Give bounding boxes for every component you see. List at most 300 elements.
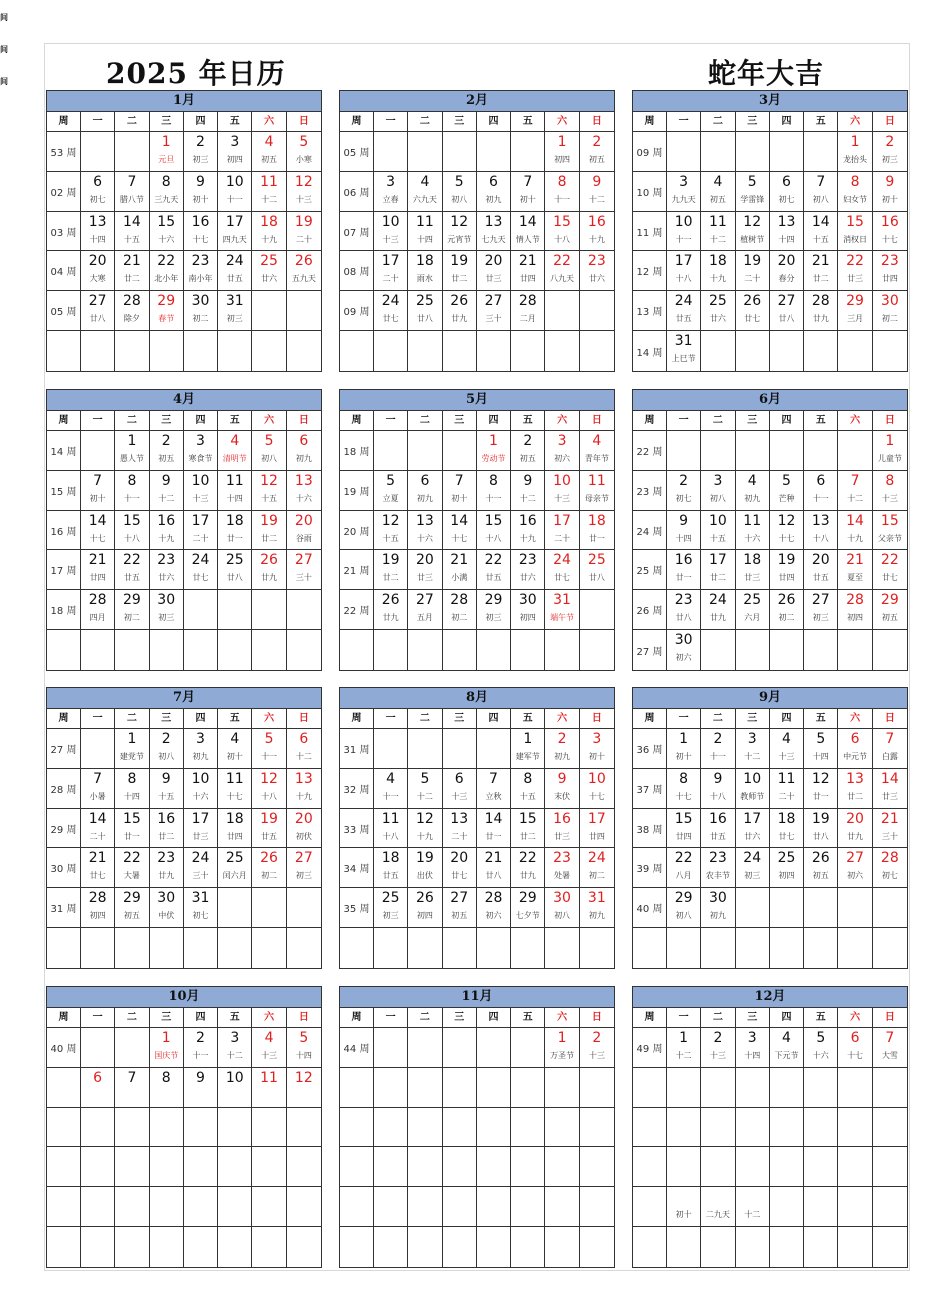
day-cell[interactable]	[736, 212, 770, 252]
day-cell[interactable]	[408, 251, 442, 291]
day-cell[interactable]	[374, 172, 408, 212]
day-cell[interactable]	[408, 172, 442, 212]
day-cell[interactable]	[477, 888, 511, 928]
day-cell[interactable]	[218, 888, 252, 928]
day-cell[interactable]	[511, 848, 545, 888]
day-cell[interactable]	[838, 769, 872, 809]
day-cell[interactable]	[408, 630, 442, 670]
day-cell[interactable]	[443, 928, 477, 968]
day-cell[interactable]	[184, 1068, 218, 1108]
day-cell[interactable]	[252, 550, 286, 590]
day-cell[interactable]	[545, 590, 579, 630]
day-cell[interactable]	[545, 132, 579, 172]
day-cell[interactable]	[443, 431, 477, 471]
day-cell[interactable]	[701, 1028, 735, 1068]
day-cell[interactable]	[150, 431, 184, 471]
day-cell[interactable]	[511, 471, 545, 511]
day-cell[interactable]	[804, 630, 838, 670]
day-cell[interactable]	[115, 590, 149, 630]
day-cell[interactable]	[184, 590, 218, 630]
day-cell[interactable]	[736, 809, 770, 849]
day-cell[interactable]	[81, 212, 115, 252]
day-cell[interactable]	[770, 1068, 804, 1108]
day-cell[interactable]	[374, 888, 408, 928]
day-cell[interactable]	[736, 331, 770, 371]
day-cell[interactable]	[184, 212, 218, 252]
day-cell[interactable]	[218, 848, 252, 888]
day-cell[interactable]	[736, 511, 770, 551]
day-cell[interactable]	[374, 1187, 408, 1227]
day-cell[interactable]	[511, 511, 545, 551]
day-cell[interactable]	[115, 769, 149, 809]
day-cell[interactable]	[443, 291, 477, 331]
day-cell[interactable]	[115, 331, 149, 371]
day-cell[interactable]	[838, 1227, 872, 1267]
day-cell[interactable]	[408, 1068, 442, 1108]
day-cell[interactable]	[580, 888, 614, 928]
day-cell[interactable]	[667, 590, 701, 630]
day-cell[interactable]	[511, 331, 545, 371]
day-cell[interactable]	[443, 212, 477, 252]
day-cell[interactable]	[580, 331, 614, 371]
day-cell[interactable]	[873, 1227, 907, 1267]
day-cell[interactable]	[804, 729, 838, 769]
day-cell[interactable]	[287, 809, 321, 849]
day-cell[interactable]	[374, 729, 408, 769]
day-cell[interactable]	[701, 809, 735, 849]
day-cell[interactable]	[511, 928, 545, 968]
day-cell[interactable]	[580, 1028, 614, 1068]
day-cell[interactable]	[873, 251, 907, 291]
day-cell[interactable]	[477, 550, 511, 590]
day-cell[interactable]	[804, 1068, 838, 1108]
day-cell[interactable]	[374, 431, 408, 471]
day-cell[interactable]	[701, 729, 735, 769]
day-cell[interactable]	[408, 471, 442, 511]
day-cell[interactable]	[115, 1187, 149, 1227]
day-cell[interactable]	[443, 590, 477, 630]
day-cell[interactable]	[287, 630, 321, 670]
day-cell[interactable]	[252, 251, 286, 291]
day-cell[interactable]	[150, 729, 184, 769]
day-cell[interactable]	[150, 251, 184, 291]
day-cell[interactable]	[804, 1147, 838, 1187]
day-cell[interactable]	[408, 1028, 442, 1068]
day-cell[interactable]	[838, 1147, 872, 1187]
day-cell[interactable]	[477, 769, 511, 809]
day-cell[interactable]	[184, 291, 218, 331]
day-cell[interactable]	[545, 630, 579, 670]
day-cell[interactable]	[408, 291, 442, 331]
day-cell[interactable]	[667, 1187, 701, 1227]
day-cell[interactable]	[770, 630, 804, 670]
day-cell[interactable]	[511, 251, 545, 291]
day-cell[interactable]	[770, 1028, 804, 1068]
day-cell[interactable]	[873, 590, 907, 630]
day-cell[interactable]	[736, 251, 770, 291]
day-cell[interactable]	[873, 172, 907, 212]
day-cell[interactable]	[838, 848, 872, 888]
day-cell[interactable]	[838, 212, 872, 252]
day-cell[interactable]	[81, 1187, 115, 1227]
day-cell[interactable]	[873, 471, 907, 511]
day-cell[interactable]	[804, 471, 838, 511]
day-cell[interactable]	[736, 1108, 770, 1148]
day-cell[interactable]	[580, 291, 614, 331]
day-cell[interactable]	[287, 132, 321, 172]
day-cell[interactable]	[443, 251, 477, 291]
day-cell[interactable]	[287, 1068, 321, 1108]
day-cell[interactable]	[477, 251, 511, 291]
day-cell[interactable]	[443, 809, 477, 849]
day-cell[interactable]	[804, 291, 838, 331]
day-cell[interactable]	[81, 1147, 115, 1187]
day-cell[interactable]	[252, 471, 286, 511]
day-cell[interactable]	[252, 590, 286, 630]
day-cell[interactable]	[150, 769, 184, 809]
day-cell[interactable]	[477, 431, 511, 471]
day-cell[interactable]	[838, 291, 872, 331]
day-cell[interactable]	[736, 550, 770, 590]
day-cell[interactable]	[184, 132, 218, 172]
day-cell[interactable]	[218, 809, 252, 849]
day-cell[interactable]	[736, 1147, 770, 1187]
day-cell[interactable]	[667, 550, 701, 590]
day-cell[interactable]	[701, 1068, 735, 1108]
day-cell[interactable]	[736, 291, 770, 331]
day-cell[interactable]	[218, 331, 252, 371]
day-cell[interactable]	[287, 331, 321, 371]
day-cell[interactable]	[736, 1028, 770, 1068]
day-cell[interactable]	[115, 630, 149, 670]
day-cell[interactable]	[115, 550, 149, 590]
day-cell[interactable]	[252, 1028, 286, 1068]
day-cell[interactable]	[374, 550, 408, 590]
day-cell[interactable]	[873, 431, 907, 471]
day-cell[interactable]	[115, 809, 149, 849]
day-cell[interactable]	[81, 172, 115, 212]
day-cell[interactable]	[408, 729, 442, 769]
day-cell[interactable]	[81, 630, 115, 670]
day-cell[interactable]	[804, 511, 838, 551]
day-cell[interactable]	[667, 729, 701, 769]
day-cell[interactable]	[115, 172, 149, 212]
day-cell[interactable]	[408, 1147, 442, 1187]
day-cell[interactable]	[580, 769, 614, 809]
day-cell[interactable]	[770, 172, 804, 212]
day-cell[interactable]	[873, 331, 907, 371]
day-cell[interactable]	[443, 471, 477, 511]
day-cell[interactable]	[667, 1068, 701, 1108]
day-cell[interactable]	[580, 1068, 614, 1108]
day-cell[interactable]	[81, 1227, 115, 1267]
day-cell[interactable]	[736, 471, 770, 511]
day-cell[interactable]	[252, 431, 286, 471]
day-cell[interactable]	[218, 1187, 252, 1227]
day-cell[interactable]	[287, 769, 321, 809]
day-cell[interactable]	[511, 1108, 545, 1148]
day-cell[interactable]	[115, 848, 149, 888]
day-cell[interactable]	[736, 630, 770, 670]
day-cell[interactable]	[150, 809, 184, 849]
day-cell[interactable]	[477, 590, 511, 630]
day-cell[interactable]	[545, 1187, 579, 1227]
day-cell[interactable]	[838, 888, 872, 928]
day-cell[interactable]	[873, 888, 907, 928]
day-cell[interactable]	[252, 848, 286, 888]
day-cell[interactable]	[770, 331, 804, 371]
day-cell[interactable]	[873, 1068, 907, 1108]
day-cell[interactable]	[443, 729, 477, 769]
day-cell[interactable]	[667, 1147, 701, 1187]
day-cell[interactable]	[150, 291, 184, 331]
day-cell[interactable]	[667, 471, 701, 511]
day-cell[interactable]	[873, 1108, 907, 1148]
day-cell[interactable]	[580, 172, 614, 212]
day-cell[interactable]	[580, 550, 614, 590]
day-cell[interactable]	[580, 431, 614, 471]
day-cell[interactable]	[511, 888, 545, 928]
day-cell[interactable]	[218, 1068, 252, 1108]
day-cell[interactable]	[770, 291, 804, 331]
day-cell[interactable]	[477, 471, 511, 511]
day-cell[interactable]	[184, 888, 218, 928]
day-cell[interactable]	[838, 1108, 872, 1148]
day-cell[interactable]	[804, 848, 838, 888]
day-cell[interactable]	[770, 471, 804, 511]
day-cell[interactable]	[701, 1187, 735, 1227]
day-cell[interactable]	[580, 1187, 614, 1227]
day-cell[interactable]	[736, 132, 770, 172]
day-cell[interactable]	[701, 888, 735, 928]
day-cell[interactable]	[701, 471, 735, 511]
day-cell[interactable]	[218, 928, 252, 968]
day-cell[interactable]	[443, 331, 477, 371]
day-cell[interactable]	[374, 132, 408, 172]
day-cell[interactable]	[838, 630, 872, 670]
day-cell[interactable]	[838, 132, 872, 172]
day-cell[interactable]	[804, 331, 838, 371]
day-cell[interactable]	[701, 511, 735, 551]
day-cell[interactable]	[115, 212, 149, 252]
day-cell[interactable]	[804, 809, 838, 849]
day-cell[interactable]	[443, 1068, 477, 1108]
day-cell[interactable]	[218, 1028, 252, 1068]
day-cell[interactable]	[115, 1227, 149, 1267]
day-cell[interactable]	[838, 471, 872, 511]
day-cell[interactable]	[511, 769, 545, 809]
day-cell[interactable]	[408, 511, 442, 551]
day-cell[interactable]	[374, 251, 408, 291]
day-cell[interactable]	[218, 431, 252, 471]
day-cell[interactable]	[667, 172, 701, 212]
day-cell[interactable]	[838, 550, 872, 590]
day-cell[interactable]	[701, 291, 735, 331]
day-cell[interactable]	[115, 888, 149, 928]
day-cell[interactable]	[545, 848, 579, 888]
day-cell[interactable]	[804, 251, 838, 291]
day-cell[interactable]	[580, 1108, 614, 1148]
day-cell[interactable]	[667, 132, 701, 172]
day-cell[interactable]	[374, 331, 408, 371]
day-cell[interactable]	[115, 729, 149, 769]
day-cell[interactable]	[838, 172, 872, 212]
day-cell[interactable]	[804, 590, 838, 630]
day-cell[interactable]	[184, 331, 218, 371]
day-cell[interactable]	[184, 729, 218, 769]
day-cell[interactable]	[580, 848, 614, 888]
day-cell[interactable]	[184, 630, 218, 670]
day-cell[interactable]	[150, 511, 184, 551]
day-cell[interactable]	[770, 590, 804, 630]
day-cell[interactable]	[218, 471, 252, 511]
day-cell[interactable]	[184, 471, 218, 511]
day-cell[interactable]	[511, 1187, 545, 1227]
day-cell[interactable]	[184, 769, 218, 809]
day-cell[interactable]	[770, 431, 804, 471]
day-cell[interactable]	[545, 511, 579, 551]
day-cell[interactable]	[443, 1187, 477, 1227]
day-cell[interactable]	[701, 172, 735, 212]
day-cell[interactable]	[81, 769, 115, 809]
day-cell[interactable]	[804, 1108, 838, 1148]
day-cell[interactable]	[443, 172, 477, 212]
day-cell[interactable]	[736, 769, 770, 809]
day-cell[interactable]	[374, 1147, 408, 1187]
day-cell[interactable]	[545, 888, 579, 928]
day-cell[interactable]	[184, 809, 218, 849]
day-cell[interactable]	[804, 550, 838, 590]
day-cell[interactable]	[150, 848, 184, 888]
day-cell[interactable]	[838, 431, 872, 471]
day-cell[interactable]	[443, 1147, 477, 1187]
day-cell[interactable]	[81, 550, 115, 590]
day-cell[interactable]	[252, 1147, 286, 1187]
day-cell[interactable]	[838, 1068, 872, 1108]
day-cell[interactable]	[477, 132, 511, 172]
day-cell[interactable]	[115, 132, 149, 172]
day-cell[interactable]	[580, 809, 614, 849]
day-cell[interactable]	[150, 172, 184, 212]
day-cell[interactable]	[545, 1227, 579, 1267]
day-cell[interactable]	[873, 729, 907, 769]
day-cell[interactable]	[511, 212, 545, 252]
day-cell[interactable]	[873, 809, 907, 849]
day-cell[interactable]	[580, 928, 614, 968]
day-cell[interactable]	[443, 1028, 477, 1068]
day-cell[interactable]	[545, 769, 579, 809]
day-cell[interactable]	[580, 590, 614, 630]
day-cell[interactable]	[701, 132, 735, 172]
day-cell[interactable]	[184, 1028, 218, 1068]
day-cell[interactable]	[115, 1108, 149, 1148]
day-cell[interactable]	[770, 132, 804, 172]
day-cell[interactable]	[701, 769, 735, 809]
day-cell[interactable]	[150, 1147, 184, 1187]
day-cell[interactable]	[252, 172, 286, 212]
day-cell[interactable]	[408, 431, 442, 471]
day-cell[interactable]	[115, 928, 149, 968]
day-cell[interactable]	[150, 331, 184, 371]
day-cell[interactable]	[770, 928, 804, 968]
day-cell[interactable]	[81, 1068, 115, 1108]
day-cell[interactable]	[873, 132, 907, 172]
day-cell[interactable]	[287, 1227, 321, 1267]
day-cell[interactable]	[374, 809, 408, 849]
day-cell[interactable]	[252, 729, 286, 769]
day-cell[interactable]	[701, 928, 735, 968]
day-cell[interactable]	[184, 431, 218, 471]
day-cell[interactable]	[701, 590, 735, 630]
day-cell[interactable]	[218, 291, 252, 331]
day-cell[interactable]	[545, 251, 579, 291]
day-cell[interactable]	[667, 1028, 701, 1068]
day-cell[interactable]	[374, 630, 408, 670]
day-cell[interactable]	[804, 172, 838, 212]
day-cell[interactable]	[667, 212, 701, 252]
day-cell[interactable]	[838, 590, 872, 630]
day-cell[interactable]	[184, 1227, 218, 1267]
day-cell[interactable]	[667, 431, 701, 471]
day-cell[interactable]	[580, 729, 614, 769]
day-cell[interactable]	[736, 928, 770, 968]
day-cell[interactable]	[408, 132, 442, 172]
day-cell[interactable]	[218, 172, 252, 212]
day-cell[interactable]	[511, 1227, 545, 1267]
day-cell[interactable]	[287, 590, 321, 630]
day-cell[interactable]	[736, 1227, 770, 1267]
day-cell[interactable]	[81, 928, 115, 968]
day-cell[interactable]	[804, 212, 838, 252]
day-cell[interactable]	[701, 1147, 735, 1187]
day-cell[interactable]	[408, 1227, 442, 1267]
day-cell[interactable]	[150, 471, 184, 511]
day-cell[interactable]	[408, 1187, 442, 1227]
day-cell[interactable]	[150, 888, 184, 928]
day-cell[interactable]	[873, 1187, 907, 1227]
day-cell[interactable]	[477, 630, 511, 670]
day-cell[interactable]	[252, 888, 286, 928]
day-cell[interactable]	[667, 1108, 701, 1148]
day-cell[interactable]	[770, 511, 804, 551]
day-cell[interactable]	[667, 809, 701, 849]
day-cell[interactable]	[667, 331, 701, 371]
day-cell[interactable]	[873, 291, 907, 331]
day-cell[interactable]	[511, 172, 545, 212]
day-cell[interactable]	[511, 729, 545, 769]
day-cell[interactable]	[477, 331, 511, 371]
day-cell[interactable]	[701, 212, 735, 252]
day-cell[interactable]	[374, 848, 408, 888]
day-cell[interactable]	[408, 212, 442, 252]
day-cell[interactable]	[287, 550, 321, 590]
day-cell[interactable]	[81, 132, 115, 172]
day-cell[interactable]	[81, 331, 115, 371]
day-cell[interactable]	[287, 729, 321, 769]
day-cell[interactable]	[477, 1028, 511, 1068]
day-cell[interactable]	[81, 471, 115, 511]
day-cell[interactable]	[477, 511, 511, 551]
day-cell[interactable]	[150, 1028, 184, 1068]
day-cell[interactable]	[115, 511, 149, 551]
day-cell[interactable]	[736, 1068, 770, 1108]
day-cell[interactable]	[804, 1227, 838, 1267]
day-cell[interactable]	[838, 251, 872, 291]
day-cell[interactable]	[838, 331, 872, 371]
day-cell[interactable]	[477, 809, 511, 849]
day-cell[interactable]	[184, 550, 218, 590]
day-cell[interactable]	[218, 729, 252, 769]
